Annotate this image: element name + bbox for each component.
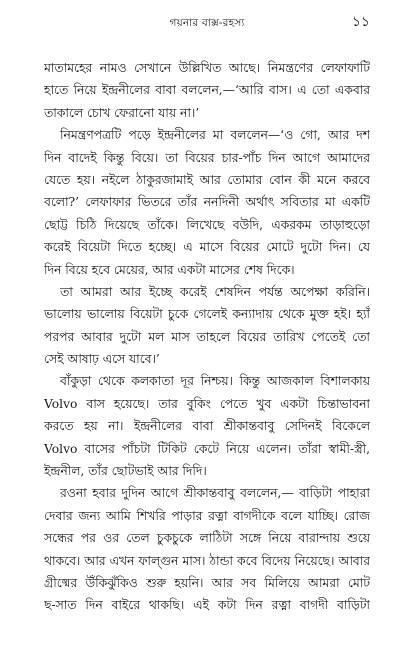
text-line: নিমন্ত্রণপত্রটি পড়ে ইন্দ্রনীলের মা বললেন—‘ও গো, আর দশ: [60, 128, 370, 143]
book-page: [44, 0, 370, 663]
text-line: থাকবে। আর এখন ফাল্গুন মাস। ঠান্ডা কবে বিদেয় নিয়েছে। আবার: [44, 553, 370, 568]
text-line: মাতামহের নামও সেখানে উল্লিখিত আছে। নিমন্ত্রণের লেফাফাটি: [44, 61, 370, 75]
text-line: ছ-সাত দিন বাইরে থাকছি। এই কটা দিন রত্না বাগদী বাড়িটা: [44, 598, 370, 613]
text-line: ইন্দ্রনীল, তাঁর ছোটভাই আর দিদি।: [44, 464, 207, 479]
text-line: হাতে নিয়ে ইন্দ্রনীলের বাবা বললেন,—‘আরি বাস। এ তো একবার: [44, 83, 370, 98]
text-line: যেতে হয়। নইলে ঠাকুরজামাই আর তোমার বোন কী মনে করবে: [44, 172, 370, 187]
running-title: গয়নার বাক্স-রহস্য: [169, 17, 245, 29]
text-line: ছোট্ট চিঠি দিয়েছে তাঁকে। লিখেছে বউদি, একরকম তাড়াহুড়ো: [44, 217, 370, 232]
text-line: বলো?’ লেফাফার ভিতরে তাঁর ননদিনী অর্থাৎ সবিতার মা একটি: [44, 195, 370, 210]
text-line: পরপর আবার দুটো মল মাস তাহলে বিয়ের তারিখ পেতেই তো: [44, 329, 370, 344]
text-line: সেই আষাঢ় এসে যাবে।’: [44, 352, 160, 367]
text-line: রওনা হবার দুদিন আগে শ্রীকান্তবাবু বললেন,— বাড়িটা পাহারা: [60, 486, 370, 501]
text-line: দিন বিয়ে হবে মেয়ের, আর একটা মাসের শেষ দিকে।: [44, 262, 295, 277]
text-line: দিন বাদেই কিন্তু বিয়ে। তা বিয়ের চার-পাঁচ দিন আগে আমাদের: [44, 150, 370, 165]
text-line: বাঁকুড়া থেকে কলকাতা দূর নিশ্চয়। কিন্তু আজকাল বিশালকায়: [60, 374, 370, 389]
page-number: ১১: [351, 14, 370, 30]
text-line: Volvo বাসের পাঁচটা টিকিট কেটে নিয়ে এলেন। তাঁরা স্বামী-স্ত্রী,: [44, 441, 370, 456]
text-line: Volvo বাস হয়েছে। তার বুকিং পেতে খুব একটা চিন্তাভাবনা: [44, 396, 370, 411]
running-header: [44, 12, 370, 36]
body-text: [44, 57, 370, 617]
text-line: তাকালে চোখ ফেরানো যায় না।’: [44, 105, 200, 120]
text-line: দেবার জন্য আমি শিখরি পাড়ার রত্না বাগদীকে বলে যাচ্ছি। রোজ: [44, 508, 370, 523]
text-line: করেই বিয়েটা দিতে হচ্ছে। এ মাসে বিয়ের মোটে দুটো দিন। যে: [44, 240, 370, 255]
text-line: তা আমরা আর ইচ্ছে করেই শেষদিন পর্যন্ত অপেক্ষা করিনি।: [60, 284, 370, 299]
text-line: গ্রীষ্মের উঁকিঝুঁকিও শুরু হয়নি। আর সব মিলিয়ে আমরা মোট: [44, 575, 370, 590]
text-line: সন্ধের পর ওর তেল চুকচুকে লাঠিটা সঙ্গে নিয়ে বারান্দায় শুয়ে: [44, 531, 370, 546]
text-line: ভালোয় ভালোয় বিয়েটা চুকে গেলেই কন্যাদায় থেকে মুক্ত হই। হ্যাঁ: [44, 307, 370, 322]
text-line: করতে হয় না। ইন্দ্রনীলের বাবা শ্রীকান্তবাবু সেদিনই বিকেলে: [44, 419, 370, 434]
